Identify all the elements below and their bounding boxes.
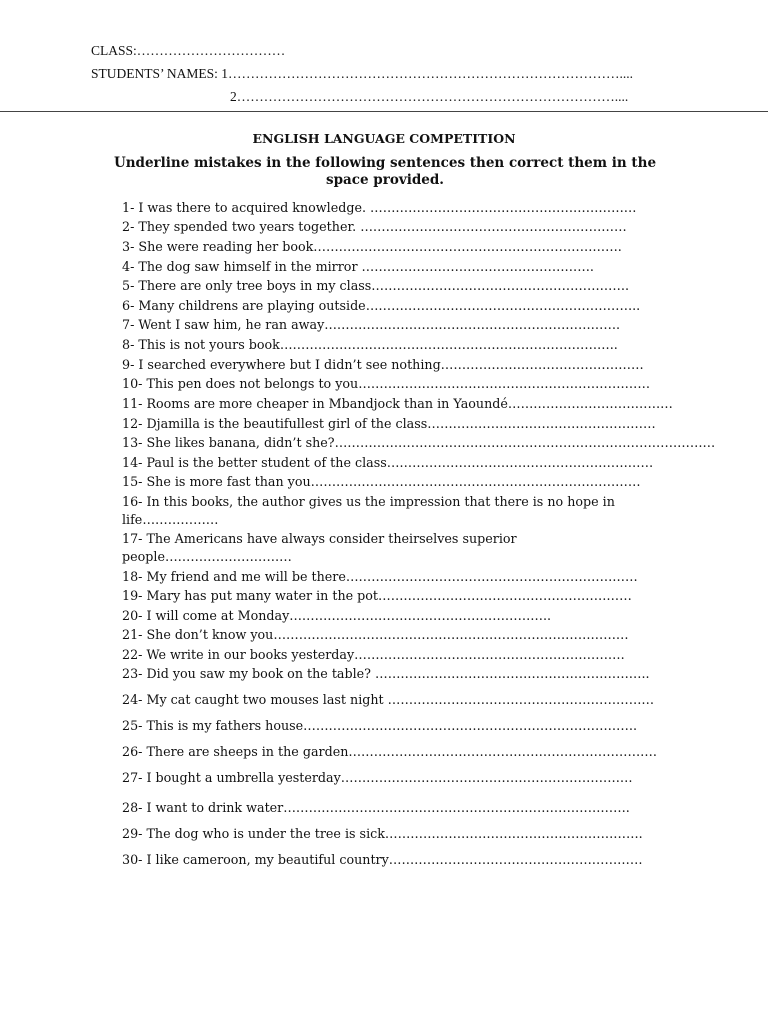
question-24: 24- My cat caught two mouses last night ………………………………………………………: [122, 692, 655, 707]
class-line: CLASS:……………………………: [91, 43, 286, 58]
question-17: 17- The Americans have always consider theirselves superior people…………………………: [122, 531, 517, 564]
question-4: 4- The dog saw himself in the mirror ……………………………………………….: [122, 259, 594, 274]
question-23: 23- Did you saw my book on the table? ………………………………………………………..: [122, 666, 650, 681]
question-15: 15- She is more fast than you……………………………………………………………………: [122, 474, 641, 489]
question-22: 22- We write in our books yesterday……………………………………………………….: [122, 647, 625, 662]
question-5: 5- There are only tree boys in my class…………………………………………………….: [122, 278, 630, 293]
question-20: 20- I will come at Monday……………………………………………………..: [122, 608, 552, 623]
question-9: 9- I searched everywhere but I didn’t see nothing…………………………………………: [122, 357, 644, 372]
question-10: 10- This pen does not belongs to you……………………………………………………………: [122, 376, 651, 391]
students-names-line: STUDENTS’ NAMES: 1……………………………………………………………………………....: [91, 66, 634, 81]
question-1: 1- I was there to acquired knowledge. ………………………………………………………: [122, 200, 637, 215]
question-13: 13- She likes banana, didn’t she?………………………………………………………………………………: [122, 435, 716, 450]
question-21: 21- She don’t know you…………………………………………………………………………: [122, 627, 629, 642]
question-6: 6- Many childrens are playing outside………………………………………………………..: [122, 298, 641, 313]
question-14: 14- Paul is the better student of the class………………………………………………………: [122, 455, 654, 470]
question-29: 29- The dog who is under the tree is sick…………………………………………………….: [122, 826, 643, 841]
question-7: 7- Went I saw him, he ran away…………………………………………………………….: [122, 317, 621, 332]
question-8: 8- This is not yours book……………………………………………………………………..: [122, 337, 618, 352]
question-12: 12- Djamilla is the beautifullest girl of the class………………………………………………: [122, 416, 656, 431]
question-18: 18- My friend and me will be there……………………………………………………………: [122, 569, 638, 584]
header-divider: [0, 111, 768, 112]
question-30: 30- I like cameroon, my beautiful country……………………………………………………: [122, 852, 643, 867]
question-11: 11- Rooms are more cheaper in Mbandjock than in Yaoundé…………………………………: [122, 396, 673, 411]
page-title: ENGLISH LANGUAGE COMPETITION: [252, 131, 516, 146]
question-3: 3- She were reading her book……………………………………………………………….: [122, 239, 622, 254]
question-19: 19- Mary has put many water in the pot……………………………………………………: [122, 588, 632, 603]
question-26: 26- There are sheeps in the garden……………………………………………………………….: [122, 744, 657, 759]
question-16: 16- In this books, the author gives us the impression that there is no hope in life………………: [122, 494, 615, 527]
second-student-line: 2…………………………………………………………………………....: [230, 89, 629, 104]
question-25: 25- This is my fathers house…………………………………………………………………….: [122, 718, 638, 733]
question-27: 27- I bought a umbrella yesterday……………………………………………………………: [122, 770, 633, 785]
question-28: 28- I want to drink water……………………………………………………………………….: [122, 800, 630, 815]
question-2: 2- They spended two years together. ………………………………………………………: [122, 219, 627, 234]
instructions: Underline mistakes in the following sentences then correct them in the space provided.: [113, 155, 657, 188]
